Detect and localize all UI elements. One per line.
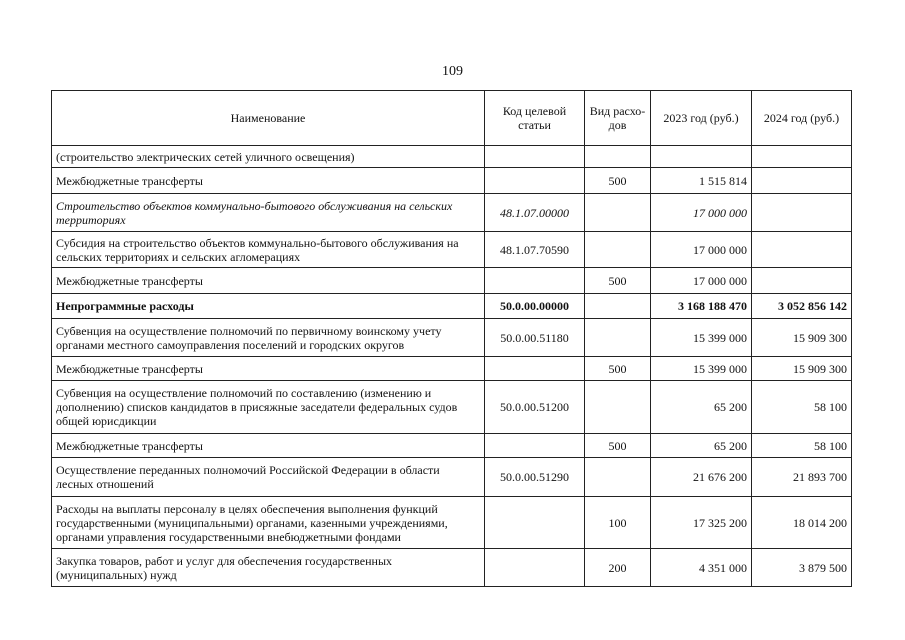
cell-2023: 65 200	[651, 381, 752, 434]
cell-vid	[585, 232, 651, 268]
table-row	[52, 294, 852, 319]
cell-2023: 17 000 000	[651, 268, 752, 294]
cell-2023: 17 325 200	[651, 497, 752, 549]
cell-2024	[752, 268, 852, 294]
cell-code: 48.1.07.70590	[485, 232, 585, 268]
cell-vid: 500	[585, 434, 651, 458]
cell-code	[485, 549, 585, 587]
header-2024: 2024 год (руб.)	[752, 91, 852, 146]
cell-2024	[752, 232, 852, 268]
cell-name: Непрограммные расходы	[52, 294, 485, 319]
cell-vid	[585, 294, 651, 319]
table-row	[52, 232, 852, 268]
cell-vid	[585, 146, 651, 168]
cell-2024: 58 100	[752, 381, 852, 434]
cell-name: Межбюджетные трансферты	[52, 357, 485, 381]
cell-2024: 3 879 500	[752, 549, 852, 587]
cell-code	[485, 434, 585, 458]
table-row	[52, 146, 852, 168]
cell-code	[485, 168, 585, 194]
cell-vid	[585, 319, 651, 357]
cell-vid: 200	[585, 549, 651, 587]
cell-name: Межбюджетные трансферты	[52, 268, 485, 294]
cell-name: (строительство электрических сетей уличного освещения)	[52, 146, 485, 168]
cell-code: 50.0.00.00000	[485, 294, 585, 319]
table-row	[52, 381, 852, 434]
header-name: Наименование	[52, 91, 485, 146]
cell-2023: 65 200	[651, 434, 752, 458]
cell-vid	[585, 381, 651, 434]
cell-code	[485, 357, 585, 381]
header-vid: Вид расхо-дов	[585, 91, 651, 146]
cell-vid	[585, 194, 651, 232]
table-row	[52, 357, 852, 381]
cell-code: 50.0.00.51200	[485, 381, 585, 434]
cell-2023: 17 000 000	[651, 194, 752, 232]
cell-2023: 1 515 814	[651, 168, 752, 194]
cell-code: 50.0.00.51180	[485, 319, 585, 357]
header-2023: 2023 год (руб.)	[651, 91, 752, 146]
cell-2024	[752, 168, 852, 194]
cell-vid: 100	[585, 497, 651, 549]
cell-2024: 18 014 200	[752, 497, 852, 549]
cell-name: Строительство объектов коммунально-бытового обслуживания на сельских территориях	[52, 194, 485, 232]
cell-2024: 58 100	[752, 434, 852, 458]
cell-2024	[752, 146, 852, 168]
cell-2023: 3 168 188 470	[651, 294, 752, 319]
cell-name: Расходы на выплаты персоналу в целях обеспечения выполнения функций государственными (муниципальными) органами, казенными учреждениями, органами управления государственными внебюджетными фондами	[52, 497, 485, 549]
cell-code: 50.0.00.51290	[485, 458, 585, 497]
table-row	[52, 549, 852, 587]
page-number: 109	[442, 64, 463, 79]
cell-name: Межбюджетные трансферты	[52, 168, 485, 194]
cell-2023: 17 000 000	[651, 232, 752, 268]
cell-2024: 15 909 300	[752, 319, 852, 357]
table-row	[52, 194, 852, 232]
cell-name: Закупка товаров, работ и услуг для обеспечения государственных (муниципальных) нужд	[52, 549, 485, 587]
cell-code: 48.1.07.00000	[485, 194, 585, 232]
cell-code	[485, 497, 585, 549]
header-code: Код целевой статьи	[485, 91, 585, 146]
cell-vid: 500	[585, 268, 651, 294]
cell-name: Осуществление переданных полномочий Российской Федерации в области лесных отношений	[52, 458, 485, 497]
table-row	[52, 458, 852, 497]
cell-name: Субвенция на осуществление полномочий по первичному воинскому учету органами местного самоуправления поселений и городских округов	[52, 319, 485, 357]
cell-vid: 500	[585, 168, 651, 194]
table-row	[52, 497, 852, 549]
cell-2023: 21 676 200	[651, 458, 752, 497]
cell-2023	[651, 146, 752, 168]
table-row	[52, 434, 852, 458]
table-row	[52, 168, 852, 194]
cell-2024: 3 052 856 142	[752, 294, 852, 319]
cell-vid: 500	[585, 357, 651, 381]
cell-name: Субвенция на осуществление полномочий по составлению (изменению и дополнению) списков кандидатов в присяжные заседатели федеральных судов общей юрисдикции	[52, 381, 485, 434]
budget-table	[51, 90, 852, 587]
cell-name: Субсидия на строительство объектов коммунально-бытового обслуживания на сельских территориях и сельских агломерациях	[52, 232, 485, 268]
table-row	[52, 268, 852, 294]
table-row	[52, 319, 852, 357]
cell-2023: 15 399 000	[651, 319, 752, 357]
cell-name: Межбюджетные трансферты	[52, 434, 485, 458]
cell-code	[485, 268, 585, 294]
cell-code	[485, 146, 585, 168]
cell-2024	[752, 194, 852, 232]
table-header-row	[52, 91, 852, 146]
cell-vid	[585, 458, 651, 497]
cell-2023: 15 399 000	[651, 357, 752, 381]
cell-2024: 21 893 700	[752, 458, 852, 497]
cell-2023: 4 351 000	[651, 549, 752, 587]
cell-2024: 15 909 300	[752, 357, 852, 381]
